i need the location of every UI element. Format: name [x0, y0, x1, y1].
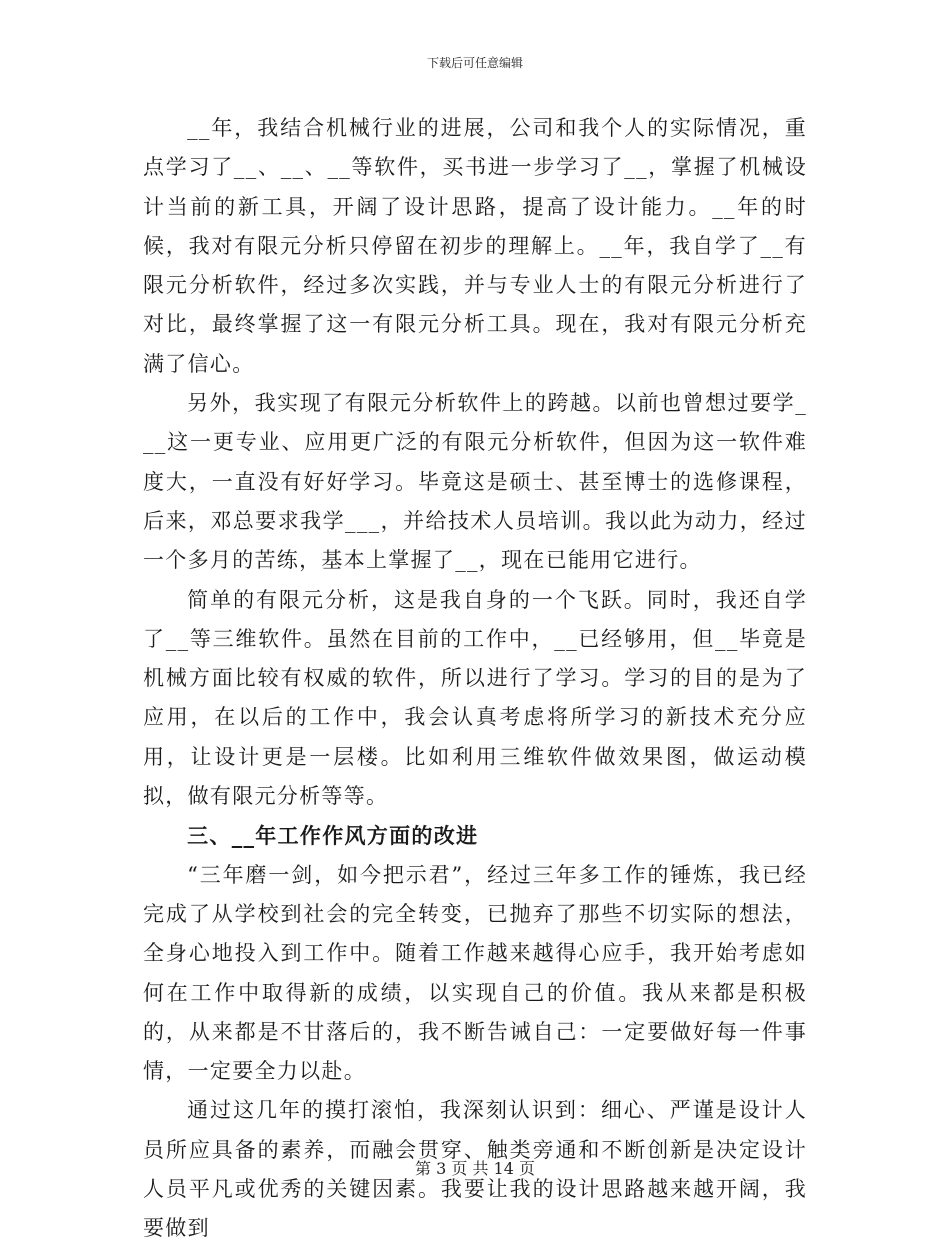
section-heading: 三、__年工作作风方面的改进: [187, 823, 479, 849]
page-header: 下载后可任意编辑: [426, 56, 523, 70]
paragraph-lessons-learned: 通过这几年的摸打滚怕，我深刻认识到：细心、严谨是设计人员所应具备的素养，而融会贯穿、触类旁通和不断创新是决定设计人员平凡或优秀的关键因素。我要让我的设计思路越来越开阔，我要做到: [143, 1098, 807, 1241]
document-body: [143, 109, 807, 1249]
paragraph-fea-leap: 另外，我实现了有限元分析软件上的跨越。以前也曾想过要学___这一更专业、应用更广泛的有限元分析软件，但因为这一软件难度大，一直没有好好学习。毕竟这是硕士、甚至博士的选修课程，后来，邓总要求我学___，并给技术人员培训。我以此为动力，经过一个多月的苦练，基本上掌握了__，现在已能用它进行。: [143, 391, 807, 573]
paragraph-work-style: “三年磨一剑，如今把示君”，经过三年多工作的锤炼，我已经完成了从学校到社会的完全转变，已抛弃了那些不切实际的想法，全身心地投入到工作中。随着工作越来越得心应手，我开始考虑如何在工作中取得新的成绩，以实现自己的价值。我从来都是积极的，从来都是不甘落后的，我不断告诫自己：一定要做好每一件事情，一定要全力以赴。: [143, 862, 807, 1084]
page-number-footer: 第 3 页 共 14 页: [415, 1159, 535, 1178]
paragraph-3d-software: 简单的有限元分析，这是我自身的一个飞跃。同时，我还自学了__等三维软件。虽然在目前的工作中，__已经够用，但__毕竟是机械方面比较有权威的软件，所以进行了学习。学习的目的是为了应用，在以后的工作中，我会认真考虑将所学习的新技术充分应用，让设计更是一层楼。比如利用三维软件做效果图，做运动模拟，做有限元分析等等。: [143, 587, 807, 809]
paragraph-software-learning: __年，我结合机械行业的进展，公司和我个人的实际情况，重点学习了__、__、__等软件，买书进一步学习了__，掌握了机械设计当前的新工具，开阔了设计思路，提高了设计能力。__年的时候，我对有限元分析只停留在初步的理解上。__年，我自学了__有限元分析软件，经过多次实践，并与专业人士的有限元分析进行了对比，最终掌握了这一有限元分析工具。现在，我对有限元分析充满了信心。: [143, 116, 807, 376]
